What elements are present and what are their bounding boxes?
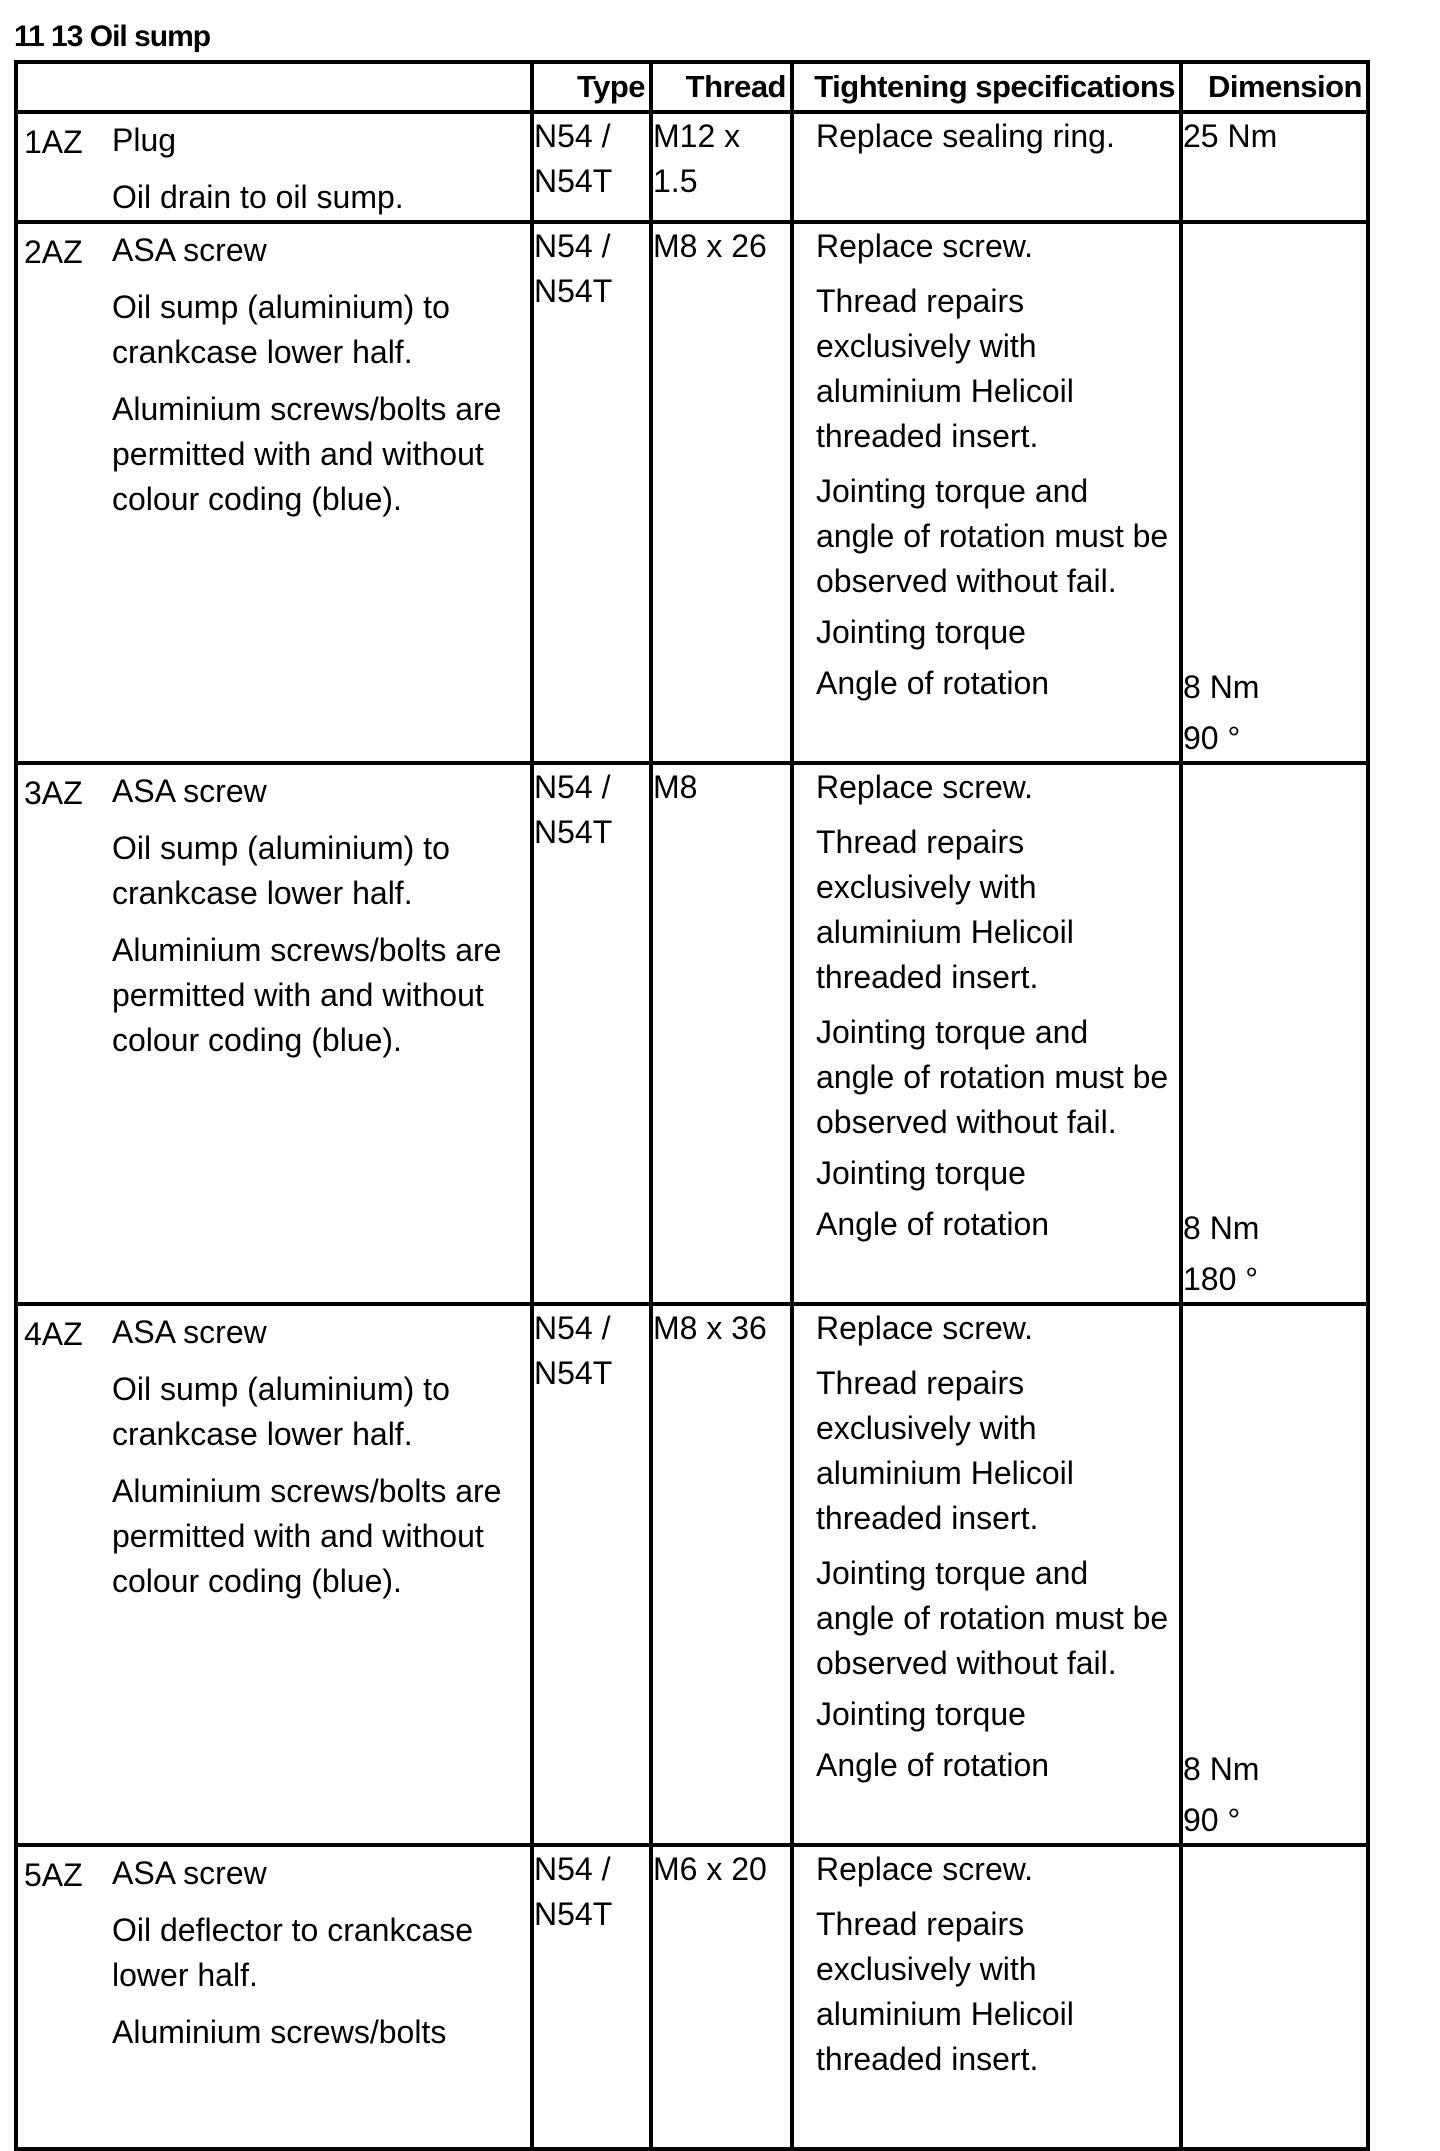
position-number: 2AZ — [24, 234, 83, 270]
description-cell — [16, 1845, 532, 2149]
component-note: Oil sump (aluminium) to crankcase lower half. — [112, 830, 450, 911]
description-cell — [16, 112, 532, 222]
tightening-note: Replace screw. — [816, 769, 1033, 805]
tightening-cell — [792, 1845, 1181, 2149]
description-cell — [16, 222, 532, 763]
dimension-cell — [1181, 763, 1368, 1304]
component-note: Oil sump (aluminium) to crankcase lower half. — [112, 1371, 450, 1452]
component-name: ASA screw — [112, 773, 267, 809]
tightening-note: Replace sealing ring. — [816, 118, 1115, 154]
component-name: Plug — [112, 122, 177, 158]
thread-cell — [651, 1845, 792, 2149]
table-header-row — [16, 62, 1368, 112]
column-header-description — [16, 62, 532, 112]
type-cell — [532, 1304, 651, 1845]
thread-cell — [651, 112, 792, 222]
component-note: Aluminium screws/bolts are permitted with and without colour coding (blue). — [112, 1473, 502, 1599]
tightening-note: Thread repairs exclusively with aluminium Helicoil threaded insert. — [816, 1365, 1074, 1536]
tightening-note: Jointing torque and angle of rotation must be observed without fail. — [816, 473, 1169, 599]
description-cell — [16, 763, 532, 1304]
tightening-note: Thread repairs exclusively with aluminium Helicoil threaded insert. — [816, 1906, 1074, 2077]
position-number: 1AZ — [24, 124, 83, 160]
tightening-cell — [792, 222, 1181, 763]
component-note: Aluminium screws/bolts are permitted with and without colour coding (blue). — [112, 391, 502, 517]
tightening-note: Replace screw. — [816, 1851, 1033, 1887]
type-line: N54 / — [534, 1310, 611, 1346]
tightening-note: Thread repairs exclusively with aluminium Helicoil threaded insert. — [816, 283, 1074, 454]
table-row — [16, 222, 1368, 763]
position-number: 4AZ — [24, 1316, 83, 1352]
thread-line: M6 x 20 — [653, 1851, 767, 1887]
dimension-cell — [1181, 222, 1368, 763]
dimension-value: 90 ° — [1183, 720, 1241, 756]
component-note: Aluminium screws/bolts are permitted with and without colour coding (blue). — [112, 932, 502, 1058]
measure-label: Angle of rotation — [816, 1206, 1050, 1242]
component-note: Oil sump (aluminium) to crankcase lower half. — [112, 289, 450, 370]
dimension-value: 8 Nm — [1183, 669, 1260, 705]
type-line: N54 / — [534, 769, 611, 805]
table-row — [16, 112, 1368, 222]
component-note: Oil drain to oil sump. — [112, 179, 404, 215]
table-row — [16, 1304, 1368, 1845]
tightening-note: Thread repairs exclusively with aluminium Helicoil threaded insert. — [816, 824, 1074, 995]
tightening-cell — [792, 112, 1181, 222]
component-note: Oil deflector to crankcase lower half. — [112, 1912, 474, 1993]
tightening-note: Jointing torque and angle of rotation must be observed without fail. — [816, 1014, 1169, 1140]
dimension-value: 90 ° — [1183, 1802, 1241, 1838]
component-name: ASA screw — [112, 1855, 267, 1891]
tightening-cell — [792, 763, 1181, 1304]
dimension-value: 8 Nm — [1183, 1210, 1260, 1246]
component-note: Aluminium screws/bolts — [112, 2014, 447, 2050]
position-number: 5AZ — [24, 1857, 83, 1893]
thread-line: M12 x — [653, 118, 741, 154]
dimension-value: 180 ° — [1183, 1261, 1259, 1297]
column-header-dimension: Dimension — [1181, 62, 1368, 112]
type-line: N54T — [534, 163, 613, 199]
type-line: N54T — [534, 1896, 613, 1932]
thread-line: M8 x 26 — [653, 228, 767, 264]
type-line: N54T — [534, 1355, 613, 1391]
measure-label: Angle of rotation — [816, 665, 1050, 701]
type-line: N54T — [534, 814, 613, 850]
thread-cell — [651, 222, 792, 763]
dimension-value: 8 Nm — [1183, 1751, 1260, 1787]
thread-line: M8 x 36 — [653, 1310, 767, 1346]
measure-label: Jointing torque — [816, 1696, 1026, 1732]
tightening-spec-table — [14, 60, 1370, 2151]
type-line: N54 / — [534, 1851, 611, 1887]
column-header-type: Type — [532, 62, 651, 112]
thread-cell — [651, 763, 792, 1304]
column-header-thread: Thread — [651, 62, 792, 112]
dimension-cell — [1181, 1304, 1368, 1845]
table-row — [16, 1845, 1368, 2149]
type-cell — [532, 222, 651, 763]
measure-label: Jointing torque — [816, 614, 1026, 650]
thread-line: M8 — [653, 769, 698, 805]
measure-label: Angle of rotation — [816, 1747, 1050, 1783]
thread-cell — [651, 1304, 792, 1845]
type-cell — [532, 112, 651, 222]
type-cell — [532, 1845, 651, 2149]
type-cell — [532, 763, 651, 1304]
dimension-cell — [1181, 112, 1368, 222]
column-header-tightening: Tightening specifications — [792, 62, 1181, 112]
tightening-cell — [792, 1304, 1181, 1845]
dimension-value: 25 Nm — [1183, 118, 1278, 154]
type-line: N54T — [534, 273, 613, 309]
table-row — [16, 763, 1368, 1304]
description-cell — [16, 1304, 532, 1845]
tightening-note: Replace screw. — [816, 1310, 1033, 1346]
component-name: ASA screw — [112, 1314, 267, 1350]
component-name: ASA screw — [112, 232, 267, 268]
thread-line: 1.5 — [653, 163, 698, 199]
dimension-cell — [1181, 1845, 1368, 2149]
type-line: N54 / — [534, 118, 611, 154]
page-title: 11 13 Oil sump — [14, 20, 211, 53]
measure-label: Jointing torque — [816, 1155, 1026, 1191]
type-line: N54 / — [534, 228, 611, 264]
tightening-note: Jointing torque and angle of rotation must be observed without fail. — [816, 1555, 1169, 1681]
position-number: 3AZ — [24, 775, 83, 811]
tightening-note: Replace screw. — [816, 228, 1033, 264]
